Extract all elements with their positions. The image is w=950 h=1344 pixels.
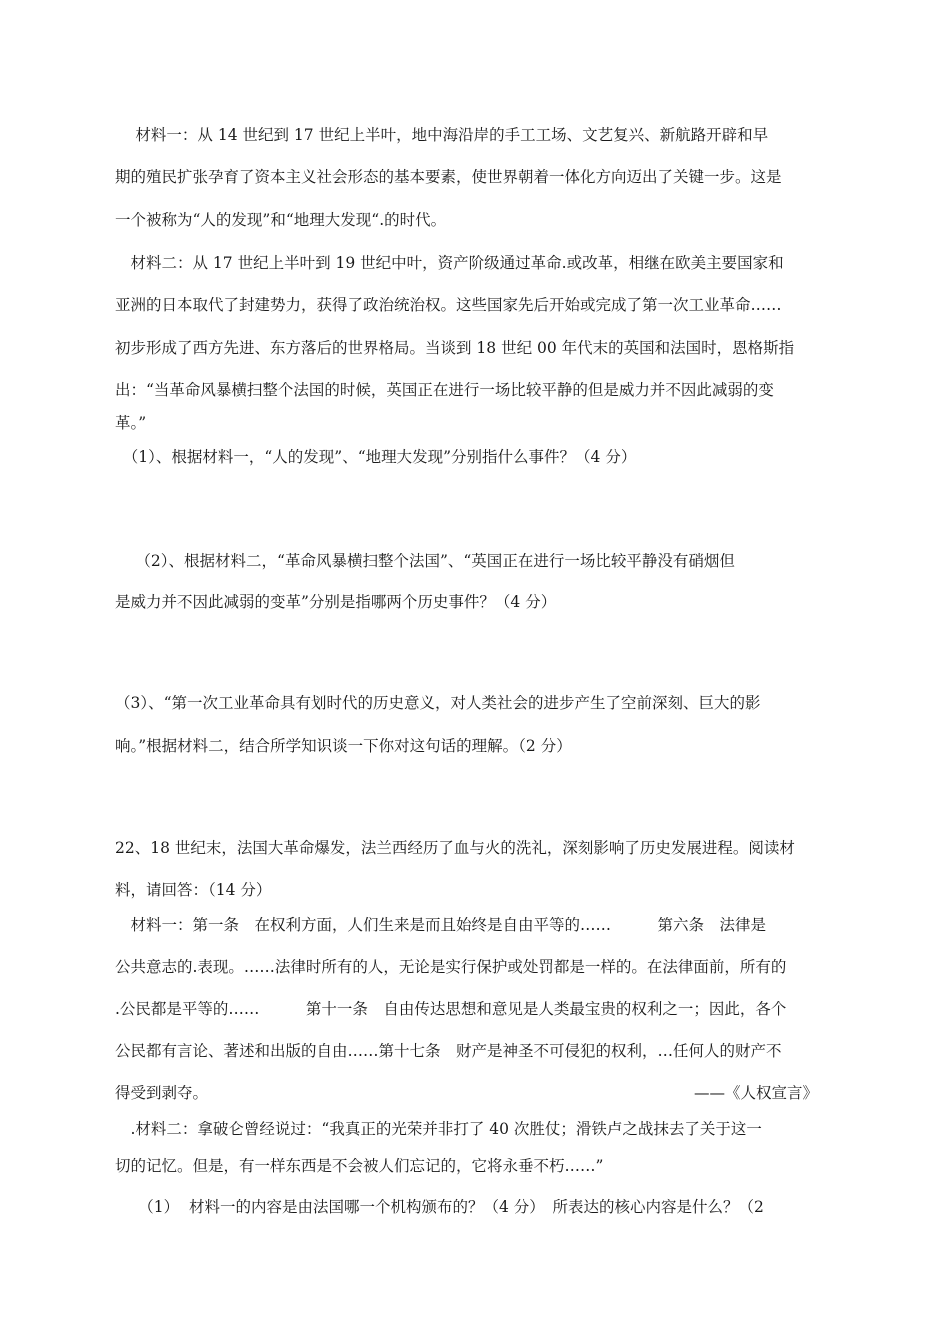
text-line: 材料一：第一条 在权利方面，人们生来是而且始终是自由平等的…… 第六条 法律是 [115,916,767,934]
text-line: 亚洲的日本取代了封建势力，获得了政治统治权。这些国家先后开始或完成了第一次工业革命…… [115,296,782,314]
text-line: 革。” [115,414,147,432]
text-line: .材料二：拿破仑曾经说过：“我真正的光荣并非打了 40 次胜仗；滑铁卢之战抹去了关于这一 [115,1120,762,1138]
text-line: 材料一：从 14 世纪到 17 世纪上半叶，地中海沿岸的手工工场、文艺复兴、新航路开辟和早 [115,126,769,144]
question-22: 22、18 世纪末，法国大革命爆发，法兰西经历了血与火的洗礼，深刻影响了历史发展进程。阅读材 [115,839,795,857]
text-line: 料，请回答：（14 分） [115,881,272,899]
text-line: 出：“当革命风暴横扫整个法国的时候，英国正在进行一场比较平静的但是威力并不因此减弱的变 [115,381,774,399]
text-line: 期的殖民扩张孕育了资本主义社会形态的基本要素，使世界朝着一体化方向迈出了关键一步。这是 [115,168,782,186]
text-line: 公民都有言论、著述和出版的自由……第十七条 财产是神圣不可侵犯的权利，…任何人的财产不 [115,1042,782,1060]
text-line: 是威力并不因此减弱的变革”分别是指哪两个历史事件？（4 分） [115,593,557,611]
text-line: 切的记忆。但是，有一样东西是不会被人们忘记的，它将永垂不朽……” [115,1157,604,1175]
source-citation: ——《人权宣言》 [693,1084,818,1102]
text-line: 初步形成了西方先进、东方落后的世界格局。当谈到 18 世纪 00 年代末的英国和法国时，恩格斯指 [115,339,795,357]
question-1: （1）、根据材料一，“人的发现”、“地理大发现”分别指什么事件？（4 分） [115,448,637,466]
text-line: 得受到剥夺。 [115,1084,209,1102]
text-line: 公共意志的.表现。……法律时所有的人，无论是实行保护或处罚都是一样的。在法律面前，所有的 [115,958,787,976]
text-line: 响。”根据材料二，结合所学知识谈一下你对这句话的理解。（2 分） [115,737,572,755]
text-line: 一个被称为“人的发现”和“地理大发现“.的时代。 [115,211,447,229]
text-line: .公民都是平等的…… 第十一条 自由传达思想和意见是人类最宝贵的权利之一；因此，各个 [115,1000,787,1018]
text-line: 材料二：从 17 世纪上半叶到 19 世纪中叶，资产阶级通过革命.或改革，相继在欧美主要国家和 [115,254,784,272]
question-22-1: （1） 材料一的内容是由法国哪一个机构颁布的？（4 分） 所表达的核心内容是什么？（2 [115,1198,764,1216]
question-2: （2）、根据材料二，“革命风暴横扫整个法国”、“英国正在进行一场比较平静没有硝烟但 [115,552,735,570]
question-3: （3）、“第一次工业革命具有划时代的历史意义，对人类社会的进步产生了空前深刻、巨大的影 [115,694,761,712]
